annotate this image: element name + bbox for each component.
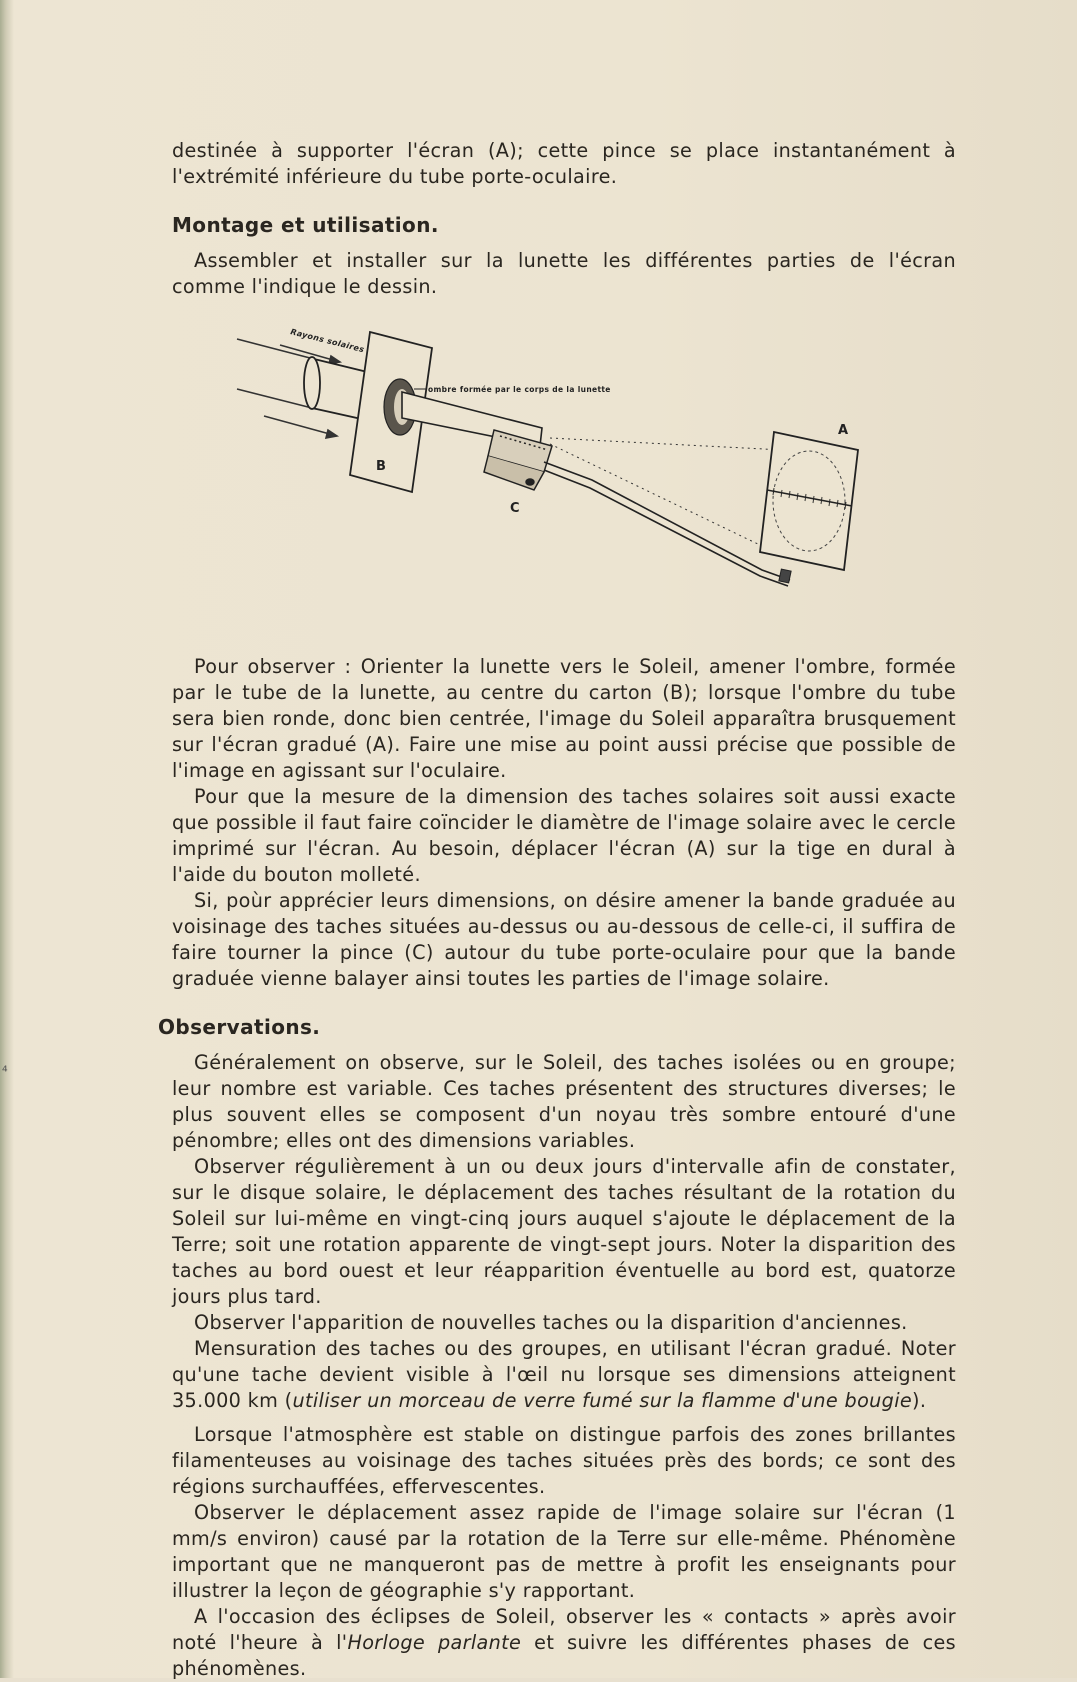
paragraph-generalement: Généralement on observe, sur le Soleil, des taches isolées ou en groupe; leur nombre est variable. Ces taches présentent des structures diverses; le plus souvent elles se composent d'un noyau très sombre entouré d'une pénombre; elles ont des dimensions variables. [172,1051,956,1152]
paragraph-eclipses [172,1604,956,1682]
paragraph-mesure: Pour que la mesure de la dimension des taches solaires soit aussi exacte que possible il faut faire coïncider le diamètre de l'image solaire avec le cercle imprimé sur l'écran. Au besoin, déplacer l'écran (A) sur la tige en dural à l'aide du bouton molleté. [172,785,956,886]
clamp-c [484,430,552,490]
paragraph-intro: destinée à supporter l'écran (A); cette pince se place instantanément à l'extrémité inférieure du tube porte-oculaire. [172,139,956,188]
mensuration-end: ). [912,1389,927,1412]
knurled-knob [779,569,791,583]
heading-montage: Montage et utilisation. [172,213,439,237]
eclipses-text: A l'occasion des éclipses de Soleil, observer les « contacts » après avoir noté l'heure à l' [172,1605,956,1654]
mensuration-text: Mensuration des taches ou des groupes, en utilisant l'écran gradué. Noter qu'une tache devient visible à l'œil nu lorsque ses dimensions atteignent 35.000 km ( [172,1337,956,1412]
label-rays: Rayons solaires [289,327,366,355]
page-content [158,138,956,1682]
mensuration-italic: utiliser un morceau de verre fumé sur la flamme d'une bougie [292,1389,913,1412]
screen-a [760,432,858,583]
paragraph-assembler: Assembler et installer sur la lunette les différentes parties de l'écran comme l'indique le dessin. [172,249,956,298]
paragraph-mensuration [172,1336,956,1414]
label-a: A [838,423,849,438]
paragraph-observer: Pour observer : Orienter la lunette vers le Soleil, amener l'ombre, formée par le tube de la lunette, au centre du carton (B); lorsque l'ombre du tube sera bien ronde, donc bien centrée, l'image du Soleil apparaîtra brusquement sur l'écran gradué (A). Faire une mise au point aussi précise que possible de l'image en agissant sur l'oculaire. [172,655,956,782]
label-b: B [376,459,387,474]
telescope-screen-figure [172,312,956,642]
ray-line-2 [237,389,312,408]
heading-observations: Observations. [158,1015,321,1039]
paragraph-atmosphere: Lorsque l'atmosphère est stable on distingue parfois des zones brillantes filamenteuses au voisinage des taches situées près des bords; ce sont des régions surchauffées, effervescentes. [172,1423,956,1498]
dural-rod [544,462,790,586]
paragraph-deplacement: Observer le déplacement assez rapide de l'image solaire sur l'écran (1 mm/s environ) causé par la rotation de la Terre sur elle-même. Phénomène important que ne manqueront pas de mettre à profit les enseignants pour illustrer la leçon de géographie s'y rapportant. [172,1501,956,1602]
ray-arrow-bottom [264,416,337,436]
paragraph-apparition: Observer l'apparition de nouvelles taches ou la disparition d'anciennes. [194,1311,908,1334]
ray-arrowhead-bottom [326,430,337,438]
paragraph-regulierement: Observer régulièrement à un ou deux jours d'intervalle afin de constater, sur le disque solaire, le déplacement des taches résultant de la rotation du Soleil sur lui-même en vingt-cinq jours auquel s'ajoute le déplacement de la Terre; soit une rotation apparente de vingt-sept jours. Noter la disparition des taches au bord ouest et leur réapparition éventuelle au bord est, quatorze jours plus tard. [172,1155,956,1308]
eclipses-end: et suivre les différentes phases de ces phénomènes. [172,1631,956,1680]
margin-mark: ⁴ [2,1064,8,1080]
figure-drawing [162,312,962,642]
paragraph-si: Si, poùr apprécier leurs dimensions, on désire amener la bande graduée au voisinage des taches situées au-dessus ou au-dessous de celle-ci, il suffira de faire tourner la pince (C) autour du tube porte-oculaire pour que la bande graduée vienne balayer ainsi toutes les parties de l'image solaire. [172,889,956,990]
eclipses-italic: Horloge parlante [347,1631,522,1654]
label-c: C [510,501,520,516]
label-shadow: ombre formée par le corps de la lunette [428,385,611,394]
ray-line-1 [237,339,310,358]
